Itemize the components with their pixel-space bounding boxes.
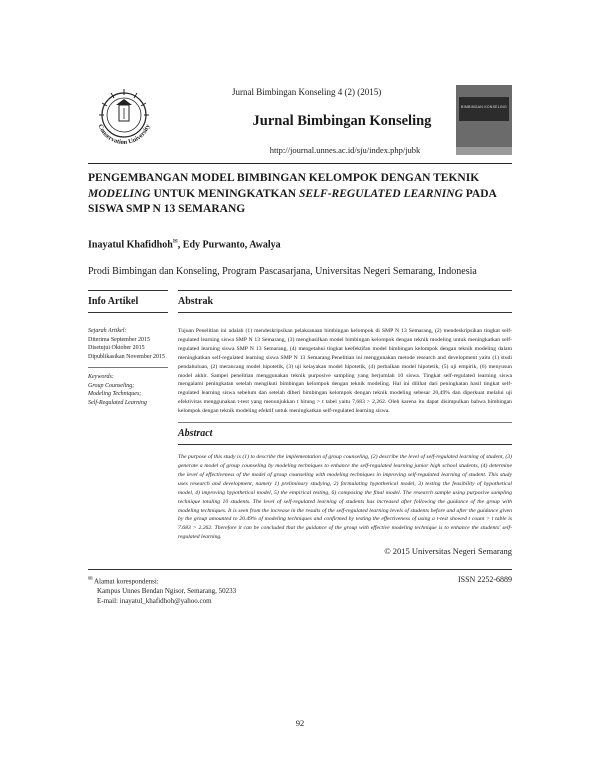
article-title: PENGEMBANGAN MODEL BIMBINGAN KELOMPOK DENGAN TEKNIK MODELING UNTUK MENINGKATKAN SELF-REGULATED LEARNING PADA SISWA SMP N 13 SEMARANG (88, 172, 497, 215)
author-list (88, 238, 518, 250)
footer-divider (88, 569, 512, 570)
journal-cover-thumbnail (456, 85, 512, 155)
issn: ISSN 2252-6889 (457, 575, 512, 584)
correspondence-address: Kampus Unnes Bendan Ngisor, Semarang, 50233 (97, 587, 237, 596)
published-date: Dipublikasikan November 2015 (88, 353, 165, 360)
accepted-date: Disetujui Oktober 2015 (88, 345, 145, 351)
journal-header (0, 0, 600, 170)
first-author: Inayatul Khafidhoh (88, 239, 173, 251)
email-icon: ✉ (88, 576, 93, 582)
article-info-heading: Info Artikel (88, 296, 139, 307)
coauthors: , Edy Purwanto, Awalya (177, 239, 281, 251)
history-label: Sejarah Artikel: (88, 328, 127, 334)
affiliation: Prodi Bimbingan dan Konseling, Program Pascasarjana, Universitas Negeri Semarang, Indonesia (88, 266, 477, 277)
keyword: Group Counseling; (88, 382, 135, 389)
running-head: Jurnal Bimbingan Konseling 4 (2) (2015) (232, 87, 382, 97)
journal-name: Jurnal Bimbingan Konseling (252, 113, 432, 129)
correspondence-email[interactable]: E-mail: inayatul_khafidhoh@yahoo.com (97, 597, 212, 606)
logo-arc-text: Conservation University (96, 123, 152, 147)
correspondence-block (88, 574, 388, 606)
keyword: Self-Regulated Learning (88, 399, 147, 406)
received-date: Diterima September 2015 (88, 336, 150, 343)
page-number: 92 (295, 718, 305, 728)
abstrak-heading: Abstrak (178, 296, 214, 307)
abstract-heading: Abstract (178, 428, 213, 440)
abstract-text: The purpose of this study is (1) to describe the implementation of group counseling, (2) describe the level of self-regulated learning of student, (3) generate a model of group counseling by modeling techniques to enhance the self-regulated learning junior high school students, (4) determine the level of effectiveness of the model of group counseling with modeling techniques in improving self-regulated learning of student. This study uses research and development, namely 1) preliminary studying, 2) formulating hypothetical model, 3) testing the feasibility of hypothetical model, 4) improving hypothetical model, 5) the empirical testing, 6) composing the final model. The research sample using purposive sampling technique totaling 10 students. The level of self-regulated learning of students has increased after following the guidance of the group with modeling techniques. It is seen from the increase in the results of the self-regulated learning levels of students before and after the guidance given by the group amounted to 20.49% of modeling techniques and confirmed by testing the effectiveness of using a t-test showed t count > t table is 7.683 > 2.262. Therefore it can be concluded that the guidance of the group with effective modeling technique is to enhance the students' self-regulated learning. (178, 454, 512, 541)
university-logo (88, 81, 160, 153)
journal-url[interactable]: http://journal.unnes.ac.id/sju/index.php/jubk (269, 145, 421, 155)
cover-title: BIMBINGAN KONSELING (461, 105, 507, 109)
article-info (88, 290, 168, 407)
keywords-label: Keywords: (88, 374, 114, 380)
keyword: Modeling Techniques; (88, 391, 142, 397)
correspondence-label: Alamat korespondensi: (93, 577, 159, 586)
abstract-column (178, 290, 512, 542)
title-divider (88, 163, 512, 164)
copyright: © 2015 Universitas Negeri Semarang (384, 546, 512, 556)
abstrak-text: Tujuan Penelitian ini adalah (1) mendeskripsikan pelaksanaan bimbingan kelompok di SMP N 13 Semarang, (2) mendeskripsikan tingkat self-regulated learning siswa SMP N 13 Semarang, (3) menghasilkan model bimbingan kelompok dengan teknik modeling untuk meningkatkan self-regulated learning siswa SMP N 13 Semarang, (4) mengetahui tingkat keefektifan model bimbingan kelompok dengan teknik modeling dalam meningkatkan self-regulated learning siswa SMP N 13 Semarang.Penelitian ini menggunakan metode research and development yaitu (1) studi pendahuluan, (2) merancang model hipotetik, (3) uji kelayakan model hipotetik, (4) perbaikan model hipotetik, (5) uji empirik, (6) menyusun model akhir. Sampel penelitian menggunakan teknik purposive sampling yang berjumlah 10 siswa. Tingkat self-regulated learning siswa mengalami peningkatan setelah mengikuti bimbingan kelompok dengan teknik modeling. Hal ini dilihat dari peningkatan hasil tingkat self-regulated learning siswa sebelum dan setelah diberi bimbingan kelompok dengan teknik modeling sebesar 20,49% dan diperkuat melalui uji efektivitas menggunakan t-test yang menunjukkan t hitung > t tabel yaitu 7,683 > 2,262. Oleh karena itu dapat disimpulkan bahwa bimbingan kelompok dengan teknik modeling efektif untuk meningkatkan self-regulated learning siswa. (178, 328, 512, 415)
email-icon: ✉ (172, 239, 178, 245)
